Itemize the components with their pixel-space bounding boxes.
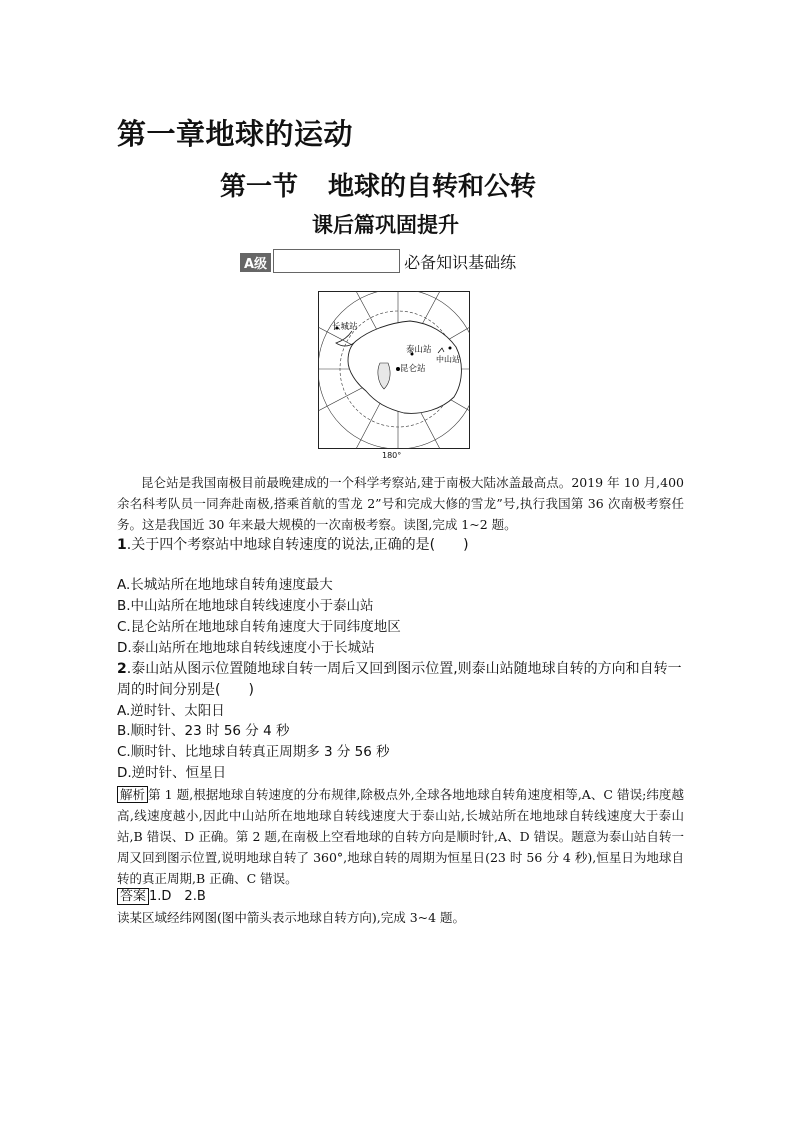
question-2-stem-line1 bbox=[117, 659, 682, 679]
section-number: 第一节 bbox=[220, 172, 299, 202]
zhongshan-station-marker bbox=[449, 347, 452, 350]
next-question-lead: 读某区域经纬网图(图中箭头表示地球自转方向),完成 3~4 题。 bbox=[117, 910, 466, 925]
question-2-text-1: .泰山站从图示位置随地球自转一周后又回到图示位置,则泰山站随地球自转的方向和自转一 bbox=[126, 661, 682, 677]
question-1-option-c: C.昆仑站所在地地球自转角速度大于同纬度地区 bbox=[117, 619, 401, 635]
question-1-option-a: A.长城站所在地地球自转角速度最大 bbox=[117, 577, 333, 593]
map-label-taishan: 泰山站 bbox=[406, 345, 432, 355]
question-2-number: 2 bbox=[117, 661, 127, 677]
answer-text: 1.D 2.B bbox=[149, 889, 206, 904]
map-label-changcheng: 长城站 bbox=[332, 322, 358, 332]
answer-label: 答案 bbox=[117, 888, 149, 905]
level-blank-box bbox=[273, 249, 400, 273]
map-label-zhongshan: 中山站 bbox=[436, 355, 460, 364]
level-header bbox=[240, 247, 516, 273]
level-tag: A级 bbox=[240, 253, 271, 272]
section-title: 地球的自转和公转 bbox=[328, 172, 537, 202]
answer-line bbox=[117, 887, 206, 907]
map-label-kunlun: 昆仑站 bbox=[400, 364, 426, 374]
question-1-option-d: D.泰山站所在地地球自转线速度小于长城站 bbox=[117, 640, 375, 656]
question-2-option-c: C.顺时针、比地球自转真正周期多 3 分 56 秒 bbox=[117, 744, 390, 760]
question-1-number: 1 bbox=[117, 537, 127, 553]
explanation-label: 解析 bbox=[117, 786, 148, 803]
map-longitude-label: 180° bbox=[382, 451, 402, 460]
question-2-option-a: A.逆时针、太阳日 bbox=[117, 703, 225, 719]
question-1-stem bbox=[117, 535, 469, 555]
question-2-option-b: B.顺时针、23 时 56 分 4 秒 bbox=[117, 723, 290, 739]
level-label: 必备知识基础练 bbox=[404, 253, 517, 272]
question-2-stem-line2: 周的时间分别是( ) bbox=[117, 682, 254, 698]
question-1-text: .关于四个考察站中地球自转速度的说法,正确的是( ) bbox=[126, 537, 469, 553]
explanation-text: 第 1 题,根据地球自转速度的分布规律,除极点外,全球各地地球自转角速度相等,A、C 错误;纬度越高,线速度越小,因此中山站所在地地球自转线速度大于泰山站,长城站所在地地球自转线速度大于泰山站,B 错误、D 正确。第 2 题,在南极上空看地球的自转方向是顺时针,A、D 错误。题意为泰山站自转一周又回到图示位置,说明地球自转了 360°,地球自转的周期为恒星日(23 时 56 分 4 秒),恒星日为地球自转的真正周期,B 正确、C 错误。 bbox=[117, 787, 684, 886]
page-subtitle: 课后篇巩固提升 bbox=[312, 213, 459, 237]
antarctica-map bbox=[318, 291, 470, 449]
question-2-option-d: D.逆时针、恒星日 bbox=[117, 765, 227, 781]
intro-paragraph: 昆仑站是我国南极目前最晚建成的一个科学考察站,建于南极大陆冰盖最高点。2019 年 10 月,400 余名科考队员一同奔赴南极,搭乘首航的雪龙 2”号和完成大修的雪龙”号,执行我国第 36 次南极考察任务。这是我国近 30 年来最大规模的一次南极考察。读图,完成 1~2 题。 bbox=[117, 475, 684, 532]
explanation-block bbox=[117, 784, 684, 889]
question-1-option-b: B.中山站所在地地球自转线速度小于泰山站 bbox=[117, 598, 374, 614]
section-heading bbox=[220, 166, 536, 203]
chapter-title: 第一章地球的运动 bbox=[117, 117, 354, 151]
